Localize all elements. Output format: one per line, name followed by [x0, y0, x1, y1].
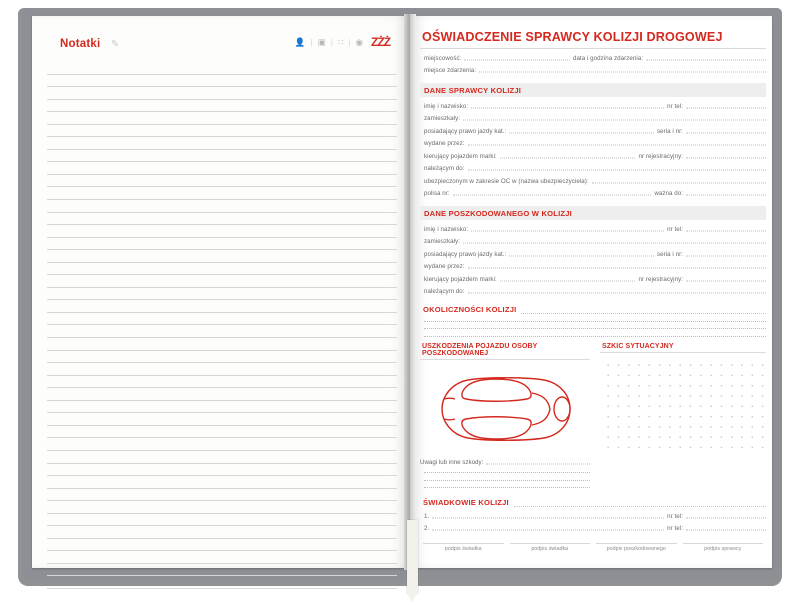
- field-input[interactable]: [686, 279, 766, 281]
- note-line[interactable]: [47, 100, 397, 113]
- note-line[interactable]: [47, 150, 397, 163]
- note-line[interactable]: [47, 200, 397, 213]
- field-input[interactable]: [686, 106, 766, 108]
- form-field-row[interactable]: [420, 525, 766, 532]
- note-line[interactable]: [47, 213, 397, 226]
- section-swiadkowie-fields: [420, 513, 766, 533]
- form-field-row[interactable]: [420, 190, 766, 197]
- accident-statement-form: [420, 30, 766, 558]
- form-field-row[interactable]: [420, 238, 766, 245]
- notes-icon-row: [295, 35, 390, 49]
- form-field-row[interactable]: [420, 153, 766, 160]
- field-label: polisa nr:: [424, 190, 450, 197]
- note-line[interactable]: [47, 464, 397, 477]
- field-input[interactable]: [686, 229, 766, 231]
- field-label: miejscowość:: [424, 54, 462, 62]
- field-label: ubezpieczonym w zakresie OC w (nazwa ubezpieczyciela):: [424, 177, 589, 185]
- field-label: zamieszkały:: [424, 115, 461, 122]
- note-line[interactable]: [47, 175, 397, 188]
- form-field-row[interactable]: [420, 513, 766, 520]
- damage-note-lines[interactable]: [420, 471, 590, 488]
- damage-drawing-heading: USZKODZENIA POJAZDU OSOBY POSZKODOWANEJ: [420, 343, 590, 360]
- note-line[interactable]: [47, 363, 397, 376]
- globe-icon: ◉: [355, 36, 363, 47]
- note-line[interactable]: [47, 162, 397, 175]
- note-line[interactable]: [47, 438, 397, 451]
- brand-logo: ZŻŻ: [371, 35, 390, 49]
- divider: |: [348, 37, 351, 47]
- field-input[interactable]: [468, 267, 766, 269]
- field-input[interactable]: [686, 156, 766, 158]
- field-label: kierujący pojazdem marki:: [424, 152, 497, 160]
- note-line[interactable]: [47, 576, 397, 589]
- field-label: nr rejestracyjny:: [638, 275, 683, 283]
- blank-line[interactable]: [424, 486, 590, 488]
- field-input[interactable]: [471, 106, 664, 108]
- note-line[interactable]: [47, 351, 397, 364]
- note-line[interactable]: [47, 338, 397, 351]
- note-line[interactable]: [47, 137, 397, 150]
- note-line[interactable]: [47, 325, 397, 338]
- contact-icon: 👤: [294, 36, 306, 47]
- field-input[interactable]: [686, 194, 766, 196]
- car-top-view-icon: [420, 363, 590, 455]
- field-input[interactable]: [486, 462, 590, 464]
- note-line[interactable]: [47, 388, 397, 401]
- field-input[interactable]: [686, 254, 766, 256]
- note-line[interactable]: [47, 238, 397, 251]
- damage-note-field[interactable]: [420, 459, 590, 466]
- field-label: seria i nr:: [657, 250, 683, 258]
- form-field-row[interactable]: [420, 128, 766, 135]
- title-divider: [420, 48, 766, 49]
- note-line[interactable]: [47, 62, 397, 75]
- situation-sketch-column: [600, 343, 766, 489]
- blank-line[interactable]: [424, 471, 590, 473]
- signature-injured[interactable]: podpis poszkodowanego: [596, 543, 677, 553]
- note-line[interactable]: [47, 288, 397, 301]
- blank-line[interactable]: [424, 335, 766, 337]
- field-input[interactable]: [646, 58, 766, 60]
- form-title: OŚWIADCZENIE SPRAWCY KOLIZJI DROGOWEJ: [422, 30, 723, 44]
- drawing-row: [420, 343, 766, 489]
- field-input[interactable]: [686, 516, 766, 518]
- note-line[interactable]: [47, 263, 397, 276]
- field-label: miejsce zdarzenia:: [424, 67, 477, 74]
- note-line[interactable]: [47, 426, 397, 439]
- field-label: wydane przez:: [424, 140, 465, 147]
- note-line[interactable]: [47, 526, 397, 539]
- field-input[interactable]: [432, 529, 664, 531]
- note-line[interactable]: [47, 313, 397, 326]
- field-label: 2.: [424, 525, 430, 532]
- note-line[interactable]: [47, 225, 397, 238]
- field-label: należącym do:: [424, 288, 465, 295]
- notes-header: [60, 34, 390, 54]
- pencil-icon: ✎: [110, 39, 120, 50]
- signature-row: [420, 543, 766, 553]
- note-line[interactable]: [47, 564, 397, 577]
- field-label: nr tel:: [667, 102, 683, 110]
- field-input[interactable]: [471, 229, 664, 231]
- camera-icon: ▣: [317, 36, 326, 47]
- signature-witness-2[interactable]: podpis świadka: [510, 543, 591, 553]
- field-input[interactable]: [686, 131, 766, 133]
- notes-title: Notatki: [60, 38, 101, 50]
- note-line[interactable]: [47, 476, 397, 489]
- note-line[interactable]: [47, 413, 397, 426]
- book-spine: [404, 14, 416, 570]
- field-label: data i godzina zdarzenia:: [572, 54, 643, 62]
- damage-note-label: Uwagi lub inne szkody:: [420, 458, 484, 466]
- note-line[interactable]: [47, 187, 397, 200]
- field-label: 1.: [424, 512, 430, 520]
- field-input[interactable]: [468, 169, 766, 171]
- field-miejsce-zdarzenia[interactable]: [420, 67, 766, 74]
- note-line[interactable]: [47, 376, 397, 389]
- form-field-row[interactable]: [420, 115, 766, 122]
- note-line[interactable]: [47, 112, 397, 125]
- field-label: imię i nazwisko:: [424, 102, 469, 110]
- note-line[interactable]: [47, 75, 397, 88]
- form-field-row[interactable]: [420, 165, 766, 172]
- sketch-dot-grid[interactable]: [600, 356, 766, 448]
- field-label: posiadający prawo jazdy kat.:: [424, 250, 507, 258]
- field-label: imię i nazwisko:: [424, 225, 469, 233]
- note-line[interactable]: [47, 87, 397, 100]
- note-line[interactable]: [47, 489, 397, 502]
- field-miejscowosc[interactable]: [420, 55, 766, 62]
- signature-witness-1[interactable]: podpis świadka: [423, 543, 504, 553]
- field-input[interactable]: [686, 529, 766, 531]
- divider: |: [310, 37, 313, 47]
- section-poszkodowany-fields: [420, 226, 766, 296]
- field-label: nr tel:: [667, 225, 683, 233]
- form-field-row[interactable]: [420, 251, 766, 258]
- field-label: należącym do:: [424, 165, 465, 172]
- damage-drawing-column: [420, 343, 590, 489]
- form-field-row[interactable]: [420, 140, 766, 147]
- form-field-row[interactable]: [420, 276, 766, 283]
- field-label: ważna do:: [654, 190, 683, 197]
- form-field-row[interactable]: [420, 178, 766, 185]
- field-input[interactable]: [464, 58, 570, 60]
- field-input[interactable]: [463, 119, 766, 121]
- field-label: nr tel:: [667, 512, 683, 520]
- divider: |: [330, 37, 333, 47]
- signature-offender[interactable]: podpis sprawcy: [683, 543, 764, 553]
- field-input[interactable]: [509, 254, 654, 256]
- section-header-swiadkowie: [420, 498, 766, 507]
- blank-line[interactable]: [424, 327, 766, 329]
- field-label: wydane przez:: [424, 263, 465, 270]
- note-line[interactable]: [47, 451, 397, 464]
- note-line[interactable]: [47, 514, 397, 527]
- blank-line[interactable]: [424, 320, 766, 322]
- car-diagram[interactable]: [420, 363, 590, 455]
- field-input[interactable]: [500, 156, 636, 158]
- form-field-row[interactable]: [420, 263, 766, 270]
- field-label: kierujący pojazdem marki:: [424, 275, 497, 283]
- note-line[interactable]: [47, 551, 397, 564]
- field-input[interactable]: [500, 279, 636, 281]
- field-input[interactable]: [509, 131, 654, 133]
- field-label: nr rejestracyjny:: [638, 152, 683, 160]
- ribbon-bookmark: [407, 520, 418, 594]
- field-input[interactable]: [592, 181, 766, 183]
- note-line[interactable]: [47, 250, 397, 263]
- field-input[interactable]: [479, 71, 766, 73]
- section-header-okolicznosci: [420, 305, 766, 314]
- field-label: nr tel:: [667, 525, 683, 532]
- field-input[interactable]: [453, 194, 652, 196]
- field-label: posiadający prawo jazdy kat.:: [424, 127, 507, 135]
- field-label: zamieszkały:: [424, 238, 461, 245]
- field-input[interactable]: [432, 516, 664, 518]
- form-field-row[interactable]: [420, 103, 766, 110]
- situation-sketch-heading: SZKIC SYTUACYJNY: [600, 343, 766, 353]
- form-field-row[interactable]: [420, 288, 766, 295]
- dots-icon: ∷: [337, 36, 344, 47]
- field-input[interactable]: [463, 242, 766, 244]
- section-label-text: ŚWIADKOWIE KOLIZJI: [423, 498, 509, 507]
- note-line[interactable]: [47, 501, 397, 514]
- section-rule: [514, 505, 766, 507]
- field-input[interactable]: [468, 292, 766, 294]
- section-header-poszkodowany: DANE POSZKODOWANEGO W KOLIZJI: [420, 206, 766, 220]
- section-header-sprawca: DANE SPRAWCY KOLIZJI: [420, 83, 766, 97]
- note-line[interactable]: [47, 401, 397, 414]
- section-sprawca-fields: [420, 103, 766, 198]
- note-line[interactable]: [47, 539, 397, 552]
- section-rule: [521, 312, 766, 314]
- field-label: seria i nr:: [657, 127, 683, 135]
- notes-ruled-area[interactable]: [47, 62, 397, 550]
- note-line[interactable]: [47, 275, 397, 288]
- field-input[interactable]: [468, 144, 766, 146]
- section-okolicznosci-lines[interactable]: [420, 320, 766, 337]
- note-line[interactable]: [47, 300, 397, 313]
- note-line[interactable]: [47, 125, 397, 138]
- form-field-row[interactable]: [420, 226, 766, 233]
- blank-line[interactable]: [424, 479, 590, 481]
- section-label-text: OKOLICZNOŚCI KOLIZJI: [423, 305, 517, 314]
